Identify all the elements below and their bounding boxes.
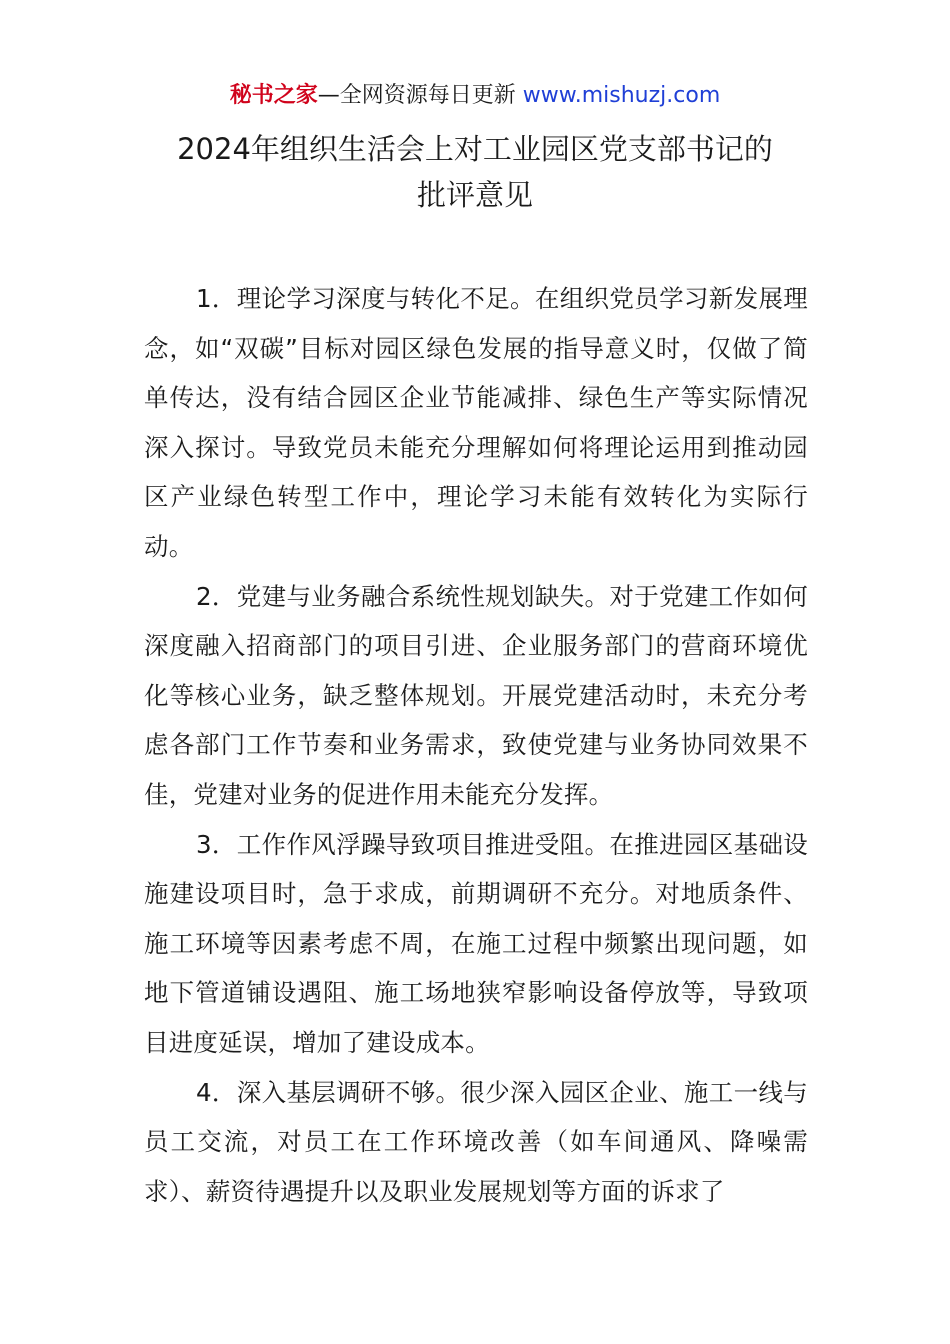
site-header: [0, 80, 950, 112]
title-line-1: 2024年组织生活会上对工业园区党支部书记的: [177, 132, 773, 166]
document-body: [144, 274, 808, 1216]
paragraph-3: 3．工作作风浮躁导致项目推进受阻。在推进园区基础设施建设项目时，急于求成，前期调研不充分。对地质条件、施工环境等因素考虑不周，在施工过程中频繁出现问题，如地下管道铺设遇阻、施工场地狭窄影响设备停放等，导致项目进度延误，增加了建设成本。: [144, 829, 808, 1057]
title-line-2: 批评意见: [416, 178, 533, 212]
brand-name: 秘书之家: [229, 83, 318, 108]
paragraph-4: 4．深入基层调研不够。很少深入园区企业、施工一线与员工交流，对员工在工作环境改善（如车间通风、降噪需求）、薪资待遇提升以及职业发展规划等方面的诉求了: [144, 1077, 808, 1206]
document-title: [100, 126, 850, 218]
paragraph-2: 2．党建与业务融合系统性规划缺失。对于党建工作如何深度融入招商部门的项目引进、企业服务部门的营商环境优化等核心业务，缺乏整体规划。开展党建活动时，未充分考虑各部门工作节奏和业务需求，致使党建与业务协同效果不佳，党建对业务的促进作用未能充分发挥。: [144, 581, 808, 809]
header-tagline: —全网资源每日更新: [317, 83, 523, 108]
paragraph-1: 1．理论学习深度与转化不足。在组织党员学习新发展理念，如“双碳”目标对园区绿色发展的指导意义时，仅做了简单传达，没有结合园区企业节能减排、绿色生产等实际情况深入探讨。导致党员未能充分理解如何将理论运用到推动园区产业绿色转型工作中，理论学习未能有效转化为实际行动。: [144, 284, 808, 561]
site-url-link[interactable]: www.mishuzj.com: [522, 83, 721, 108]
